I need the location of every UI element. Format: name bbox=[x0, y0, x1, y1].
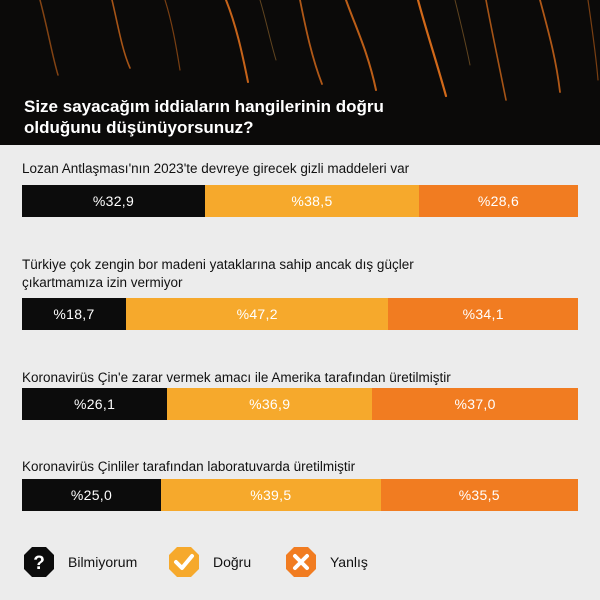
data-label: %25,0 bbox=[70, 487, 113, 503]
data-label: %35,5 bbox=[458, 487, 500, 503]
stacked-bar-2 bbox=[22, 298, 578, 330]
data-label: %34,1 bbox=[462, 306, 504, 322]
page-title bbox=[24, 96, 404, 138]
question-label-2: Türkiye çok zengin bor madeni yataklarına sahip ancak dış güçler çıkartmamıza izin vermiyor bbox=[22, 257, 414, 290]
question-mark-icon bbox=[22, 545, 56, 579]
stacked-bar-1 bbox=[22, 185, 578, 217]
bar-segment-dogru bbox=[205, 185, 419, 217]
data-label: %26,1 bbox=[73, 396, 116, 412]
bar-segment-bilmiyorum bbox=[22, 298, 126, 330]
bar-segment-dogru bbox=[161, 479, 381, 511]
bar-segment-dogru bbox=[167, 388, 372, 420]
title-line-1: Size sayacağım iddiaların hangilerinin doğru bbox=[24, 97, 384, 116]
question-label-4: Koronavirüs Çinliler tarafından laboratuvarda üretilmiştir bbox=[22, 459, 356, 474]
question-label-1: Lozan Antlaşması'nın 2023'te devreye girecek gizli maddeleri var bbox=[22, 161, 410, 176]
data-label: %39,5 bbox=[250, 487, 292, 503]
svg-text:?: ? bbox=[33, 553, 45, 574]
data-label: %37,0 bbox=[454, 396, 496, 412]
data-label: %32,9 bbox=[92, 193, 135, 209]
x-mark-icon bbox=[284, 545, 318, 579]
data-label: %38,5 bbox=[291, 193, 333, 209]
question-label-3: Koronavirüs Çin'e zarar vermek amacı ile Amerika tarafından üretilmiştir bbox=[22, 370, 451, 385]
legend-item-dogru bbox=[167, 542, 251, 582]
data-label: %36,9 bbox=[249, 396, 291, 412]
title-line-2: olduğunu düşünüyorsunuz? bbox=[24, 118, 254, 137]
checkmark-icon bbox=[167, 545, 201, 579]
legend-label-dogru: Doğru bbox=[213, 554, 252, 570]
bar-segment-bilmiyorum bbox=[22, 185, 205, 217]
stacked-bar-4 bbox=[22, 479, 578, 511]
legend-label-yanlis: Yanlış bbox=[330, 554, 368, 570]
legend bbox=[22, 542, 578, 582]
bar-segment-yanlis bbox=[372, 388, 578, 420]
bar-segment-bilmiyorum bbox=[22, 479, 161, 511]
legend-label-bilmiyorum: Bilmiyorum bbox=[68, 554, 138, 570]
stacked-bar-3 bbox=[22, 388, 578, 420]
bar-segment-yanlis bbox=[419, 185, 578, 217]
bar-segment-yanlis bbox=[381, 479, 578, 511]
bar-segment-bilmiyorum bbox=[22, 388, 167, 420]
legend-item-bilmiyorum bbox=[22, 542, 137, 582]
data-label: %47,2 bbox=[236, 306, 278, 322]
data-label: %18,7 bbox=[53, 306, 95, 322]
legend-item-yanlis bbox=[284, 542, 368, 582]
header-banner bbox=[0, 0, 600, 145]
bar-segment-yanlis bbox=[388, 298, 578, 330]
bar-segment-dogru bbox=[126, 298, 388, 330]
data-label: %28,6 bbox=[477, 193, 520, 209]
